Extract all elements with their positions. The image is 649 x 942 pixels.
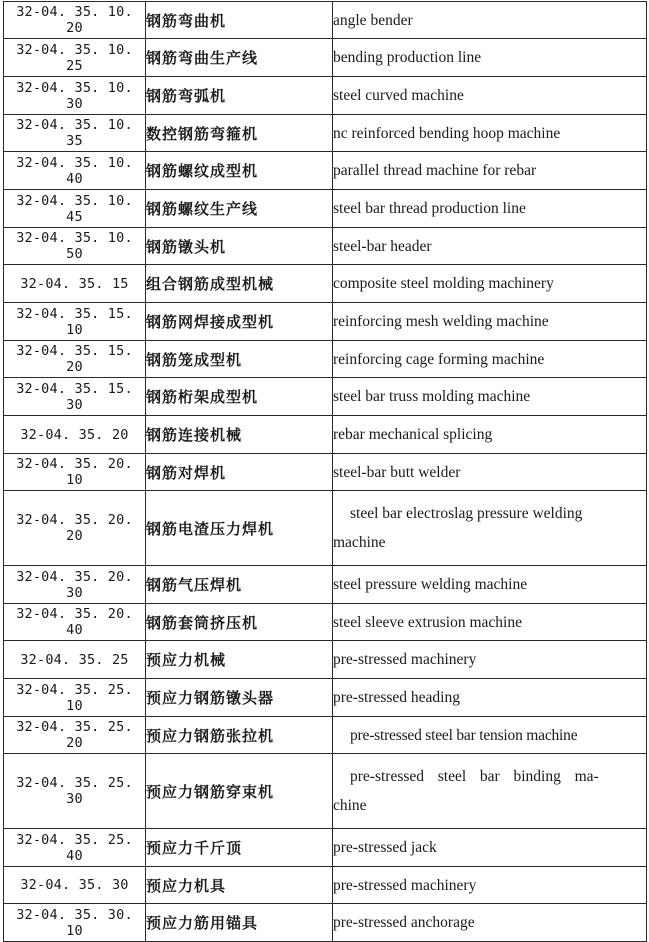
item-code: 32-04. 35. 20. 40 bbox=[4, 604, 146, 641]
item-code: 32-04. 35. 20. 10 bbox=[4, 454, 146, 491]
chinese-term: 钢筋镦头机 bbox=[146, 228, 333, 265]
english-term: composite steel molding machinery bbox=[333, 265, 647, 303]
table-row bbox=[4, 152, 647, 190]
chinese-term: 预应力筋用锚具 bbox=[146, 904, 333, 942]
table-row bbox=[4, 265, 647, 303]
chinese-term: 组合钢筋成型机械 bbox=[146, 265, 333, 303]
chinese-term: 钢筋螺纹成型机 bbox=[146, 152, 333, 190]
chinese-term: 钢筋对焊机 bbox=[146, 454, 333, 491]
item-code: 32-04. 35. 25. 20 bbox=[4, 717, 146, 754]
table-row bbox=[4, 754, 647, 829]
item-code: 32-04. 35. 25. 10 bbox=[4, 679, 146, 717]
item-code: 32-04. 35. 10. 45 bbox=[4, 190, 146, 228]
english-term: reinforcing mesh welding machine bbox=[333, 303, 647, 341]
chinese-term: 预应力钢筋张拉机 bbox=[146, 717, 333, 754]
table-row bbox=[4, 378, 647, 416]
item-code: 32-04. 35. 15 bbox=[4, 265, 146, 303]
english-term: pre-stressed machinery bbox=[333, 867, 647, 904]
table-row bbox=[4, 341, 647, 378]
item-code: 32-04. 35. 10. 50 bbox=[4, 228, 146, 265]
english-term: parallel thread machine for rebar bbox=[333, 152, 647, 190]
table-row bbox=[4, 115, 647, 152]
item-code: 32-04. 35. 10. 20 bbox=[4, 2, 146, 39]
terminology-table bbox=[3, 1, 647, 942]
english-term: pre-stressed steel bar tension machine bbox=[333, 717, 647, 754]
english-term: steel-bar butt welder bbox=[333, 454, 647, 491]
chinese-term: 预应力钢筋镦头器 bbox=[146, 679, 333, 717]
english-term: bending production line bbox=[333, 39, 647, 77]
chinese-term: 钢筋套筒挤压机 bbox=[146, 604, 333, 641]
table-row bbox=[4, 641, 647, 679]
english-term: steel bar thread production line bbox=[333, 190, 647, 228]
table-row bbox=[4, 566, 647, 604]
english-term: pre-stressed heading bbox=[333, 679, 647, 717]
chinese-term: 钢筋网焊接成型机 bbox=[146, 303, 333, 341]
table-row bbox=[4, 39, 647, 77]
english-term: rebar mechanical splicing bbox=[333, 416, 647, 454]
chinese-term: 数控钢筋弯箍机 bbox=[146, 115, 333, 152]
item-code: 32-04. 35. 10. 30 bbox=[4, 77, 146, 115]
table-row bbox=[4, 190, 647, 228]
english-term: steel sleeve extrusion machine bbox=[333, 604, 647, 641]
chinese-term: 钢筋连接机械 bbox=[146, 416, 333, 454]
chinese-term: 钢筋笼成型机 bbox=[146, 341, 333, 378]
item-code: 32-04. 35. 20 bbox=[4, 416, 146, 454]
chinese-term: 钢筋螺纹生产线 bbox=[146, 190, 333, 228]
table-row bbox=[4, 228, 647, 265]
item-code: 32-04. 35. 10. 40 bbox=[4, 152, 146, 190]
english-term bbox=[333, 754, 647, 829]
table-row bbox=[4, 416, 647, 454]
item-code: 32-04. 35. 25. 40 bbox=[4, 829, 146, 867]
english-term-line-1: pre-stressed steel bar binding ma- bbox=[350, 768, 599, 785]
chinese-term: 钢筋弯曲机 bbox=[146, 2, 333, 39]
english-term: steel bar truss molding machine bbox=[333, 378, 647, 416]
item-code: 32-04. 35. 20. 30 bbox=[4, 566, 146, 604]
english-term: pre-stressed machinery bbox=[333, 641, 647, 679]
item-code: 32-04. 35. 25. 30 bbox=[4, 754, 146, 829]
table-row bbox=[4, 2, 647, 39]
table-row bbox=[4, 867, 647, 904]
english-term: steel pressure welding machine bbox=[333, 566, 647, 604]
table-row bbox=[4, 491, 647, 566]
chinese-term: 预应力机械 bbox=[146, 641, 333, 679]
table-row bbox=[4, 303, 647, 341]
table-row bbox=[4, 904, 647, 942]
english-term: reinforcing cage forming machine bbox=[333, 341, 647, 378]
table-row bbox=[4, 717, 647, 754]
item-code: 32-04. 35. 30 bbox=[4, 867, 146, 904]
chinese-term: 预应力钢筋穿束机 bbox=[146, 754, 333, 829]
item-code: 32-04. 35. 10. 25 bbox=[4, 39, 146, 77]
chinese-term: 预应力千斤顶 bbox=[146, 829, 333, 867]
item-code: 32-04. 35. 15. 20 bbox=[4, 341, 146, 378]
chinese-term: 钢筋桁架成型机 bbox=[146, 378, 333, 416]
chinese-term: 钢筋弯弧机 bbox=[146, 77, 333, 115]
english-term: nc reinforced bending hoop machine bbox=[333, 115, 647, 152]
chinese-term: 钢筋电渣压力焊机 bbox=[146, 491, 333, 566]
table-row bbox=[4, 77, 647, 115]
table-row bbox=[4, 454, 647, 491]
table-row bbox=[4, 604, 647, 641]
english-term bbox=[333, 491, 647, 566]
english-term-line-1: steel bar electroslag pressure welding bbox=[350, 505, 583, 522]
item-code: 32-04. 35. 25 bbox=[4, 641, 146, 679]
chinese-term: 钢筋气压焊机 bbox=[146, 566, 333, 604]
english-term: pre-stressed jack bbox=[333, 829, 647, 867]
english-term-line-2: chine bbox=[333, 797, 367, 814]
english-term: angle bender bbox=[333, 2, 647, 39]
english-term: steel curved machine bbox=[333, 77, 647, 115]
chinese-term: 预应力机具 bbox=[146, 867, 333, 904]
item-code: 32-04. 35. 20. 20 bbox=[4, 491, 146, 566]
table-row bbox=[4, 829, 647, 867]
english-term-line-2: machine bbox=[333, 534, 386, 551]
english-term: steel-bar header bbox=[333, 228, 647, 265]
table-row bbox=[4, 679, 647, 717]
item-code: 32-04. 35. 15. 10 bbox=[4, 303, 146, 341]
item-code: 32-04. 35. 15. 30 bbox=[4, 378, 146, 416]
english-term: pre-stressed anchorage bbox=[333, 904, 647, 942]
item-code: 32-04. 35. 10. 35 bbox=[4, 115, 146, 152]
chinese-term: 钢筋弯曲生产线 bbox=[146, 39, 333, 77]
item-code: 32-04. 35. 30. 10 bbox=[4, 904, 146, 942]
